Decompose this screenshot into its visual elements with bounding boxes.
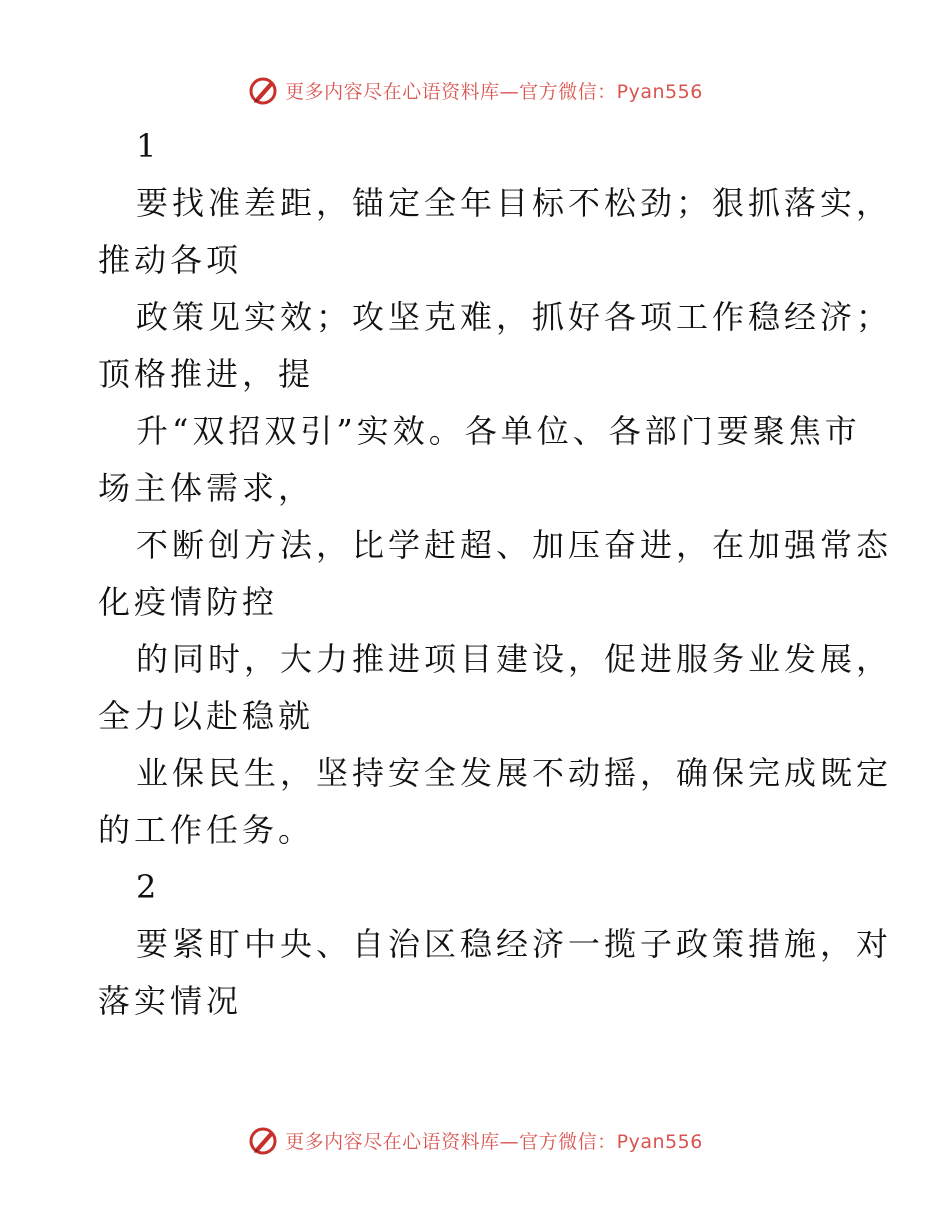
- text-line: 不断创方法，比学赶超、加压奋进，在加强常态: [136, 526, 893, 564]
- text-line: 落实情况: [98, 982, 243, 1020]
- watermark-text: 更多内容尽在心语资料库—官方微信：Pyan556: [285, 80, 703, 103]
- text-line: 要找准差距，锚定全年目标不松劲；狠抓落实，: [136, 184, 893, 222]
- text-line: 的同时，大力推进项目建设，促进服务业发展，: [136, 640, 893, 678]
- footer-watermark: [0, 1120, 950, 1160]
- header-watermark: [0, 70, 950, 110]
- text-line: 2: [136, 868, 161, 906]
- text-line: 业保民生，坚持安全发展不动摇，确保完成既定: [136, 754, 893, 792]
- text-line: 要紧盯中央、自治区稳经济一揽子政策措施，对: [136, 925, 893, 963]
- text-line: 场主体需求，: [98, 469, 315, 507]
- text-line: 的工作任务。: [98, 811, 315, 849]
- text-line: 政策见实效；攻坚克难，抓好各项工作稳经济；: [136, 298, 893, 336]
- text-line: 全力以赴稳就: [98, 697, 315, 735]
- text-line: 顶格推进，提: [98, 355, 315, 393]
- text-line: 1: [136, 127, 161, 165]
- text-line: 推动各项: [98, 241, 243, 279]
- document-body: [98, 118, 893, 1030]
- pen-logo-icon: [247, 74, 279, 106]
- pen-logo-icon: [247, 1124, 279, 1156]
- watermark-text: 更多内容尽在心语资料库—官方微信：Pyan556: [285, 1130, 703, 1153]
- text-line: 升“双招双引”实效。各单位、各部门要聚焦市: [136, 412, 861, 450]
- text-line: 化疫情防控: [98, 583, 279, 621]
